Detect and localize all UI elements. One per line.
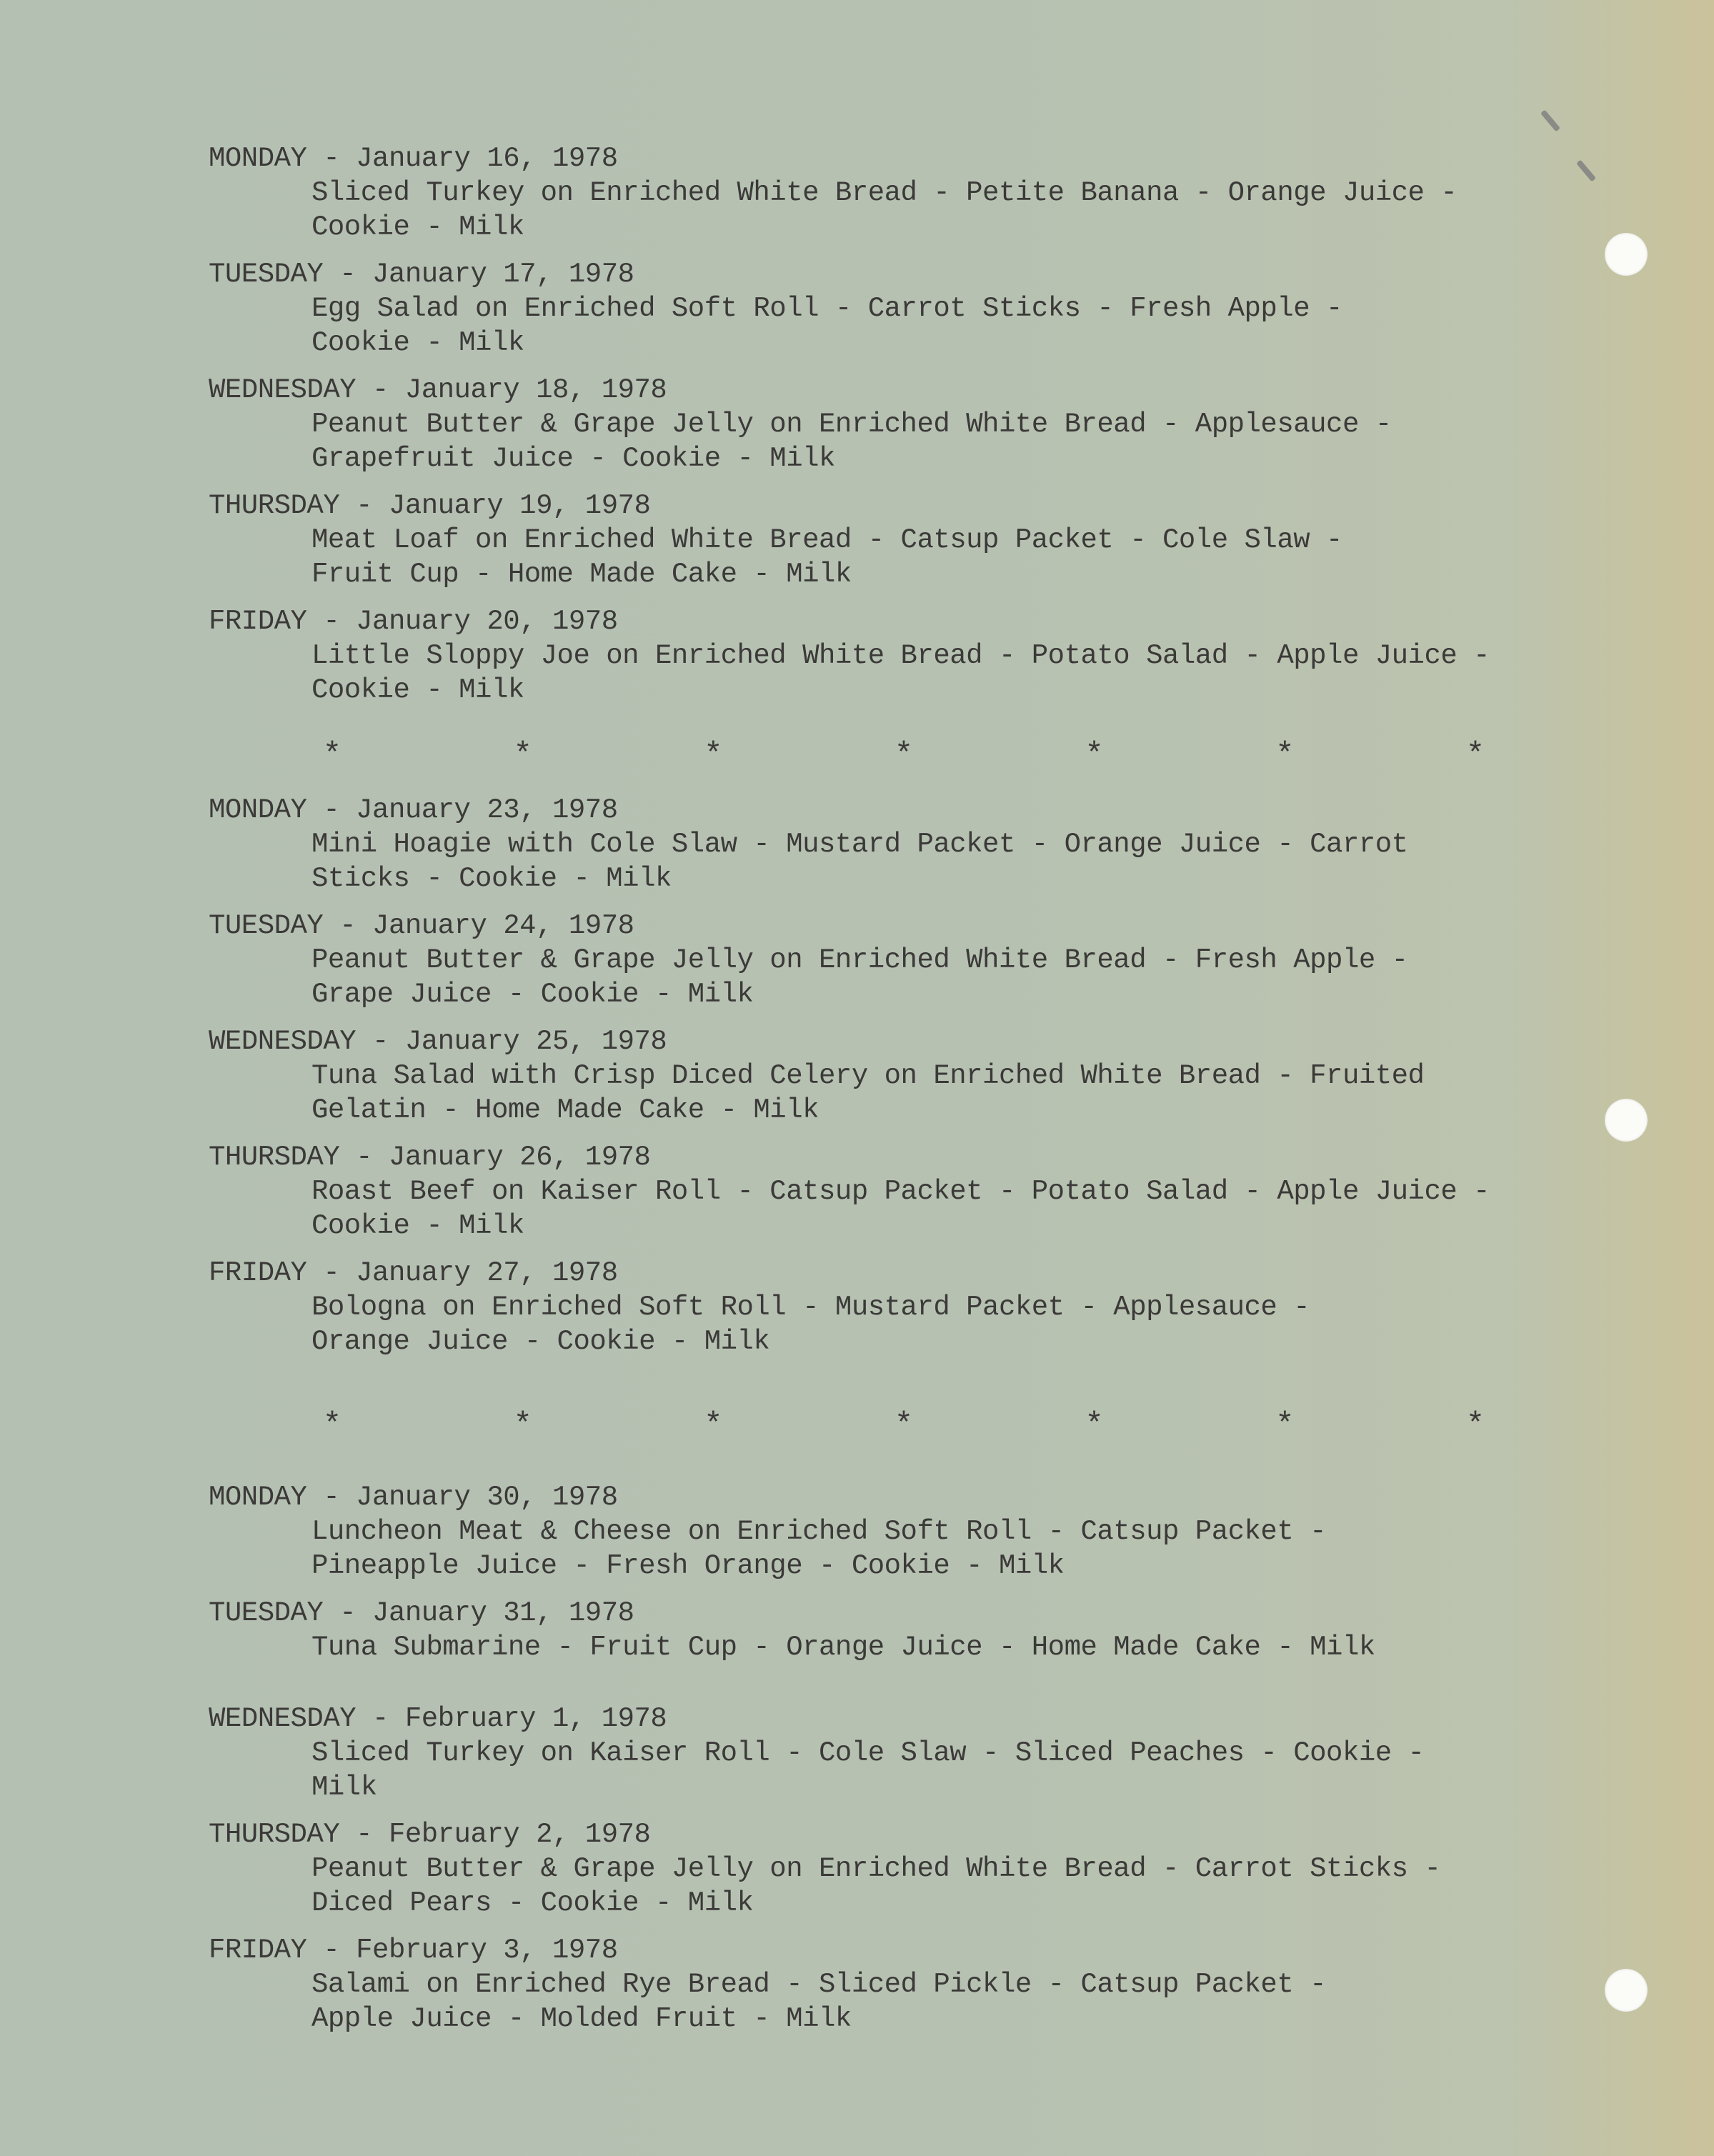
- day-entry: [209, 1480, 1566, 1583]
- day-heading: WEDNESDAY - January 25, 1978: [209, 1026, 667, 1057]
- divider-star: *: [1275, 1407, 1295, 1443]
- divider-star: *: [704, 1407, 723, 1443]
- menu-items: Roast Beef on Kaiser Roll - Catsup Packet - Potato Salad - Apple Juice - Cookie - Milk: [312, 1176, 1490, 1242]
- day-heading: MONDAY - January 23, 1978: [209, 794, 618, 826]
- menu-items: Luncheon Meat & Cheese on Enriched Soft Roll - Catsup Packet - Pineapple Juice - Fresh Orange - Cookie - Milk: [312, 1516, 1327, 1582]
- divider-star: *: [1085, 737, 1104, 773]
- menu-items: Egg Salad on Enriched Soft Roll - Carrot Sticks - Fresh Apple - Cookie - Milk: [312, 293, 1342, 359]
- day-entry: [209, 489, 1566, 592]
- day-heading: FRIDAY - February 3, 1978: [209, 1935, 618, 1966]
- menu-items: Bologna on Enriched Soft Roll - Mustard Packet - Applesauce - Orange Juice - Cookie - Milk: [312, 1292, 1310, 1357]
- day-heading: WEDNESDAY - February 1, 1978: [209, 1703, 667, 1735]
- star-divider: [322, 737, 1486, 773]
- staple-mark: [1576, 159, 1596, 181]
- day-heading: THURSDAY - January 26, 1978: [209, 1142, 651, 1173]
- divider-star: *: [1275, 737, 1295, 773]
- menu-items: Mini Hoagie with Cole Slaw - Mustard Packet - Orange Juice - Carrot Sticks - Cookie - Milk: [312, 829, 1408, 894]
- menu-items: Sliced Turkey on Kaiser Roll - Cole Slaw - Sliced Peaches - Cookie - Milk: [312, 1737, 1425, 1803]
- divider-star: *: [1085, 1407, 1104, 1443]
- day-heading: TUESDAY - January 31, 1978: [209, 1597, 634, 1629]
- day-entry: [209, 909, 1566, 1012]
- menu-items: Tuna Salad with Crisp Diced Celery on Enriched White Bread - Fruited Gelatin - Home Made Cake - Milk: [312, 1060, 1425, 1126]
- menu-items: Salami on Enriched Rye Bread - Sliced Pickle - Catsup Packet - Apple Juice - Molded Fruit - Milk: [312, 1969, 1327, 2035]
- day-entry: [209, 373, 1566, 476]
- day-entry: [209, 1596, 1566, 1665]
- punch-hole: [1605, 233, 1648, 276]
- divider-star: *: [322, 1407, 342, 1443]
- day-heading: WEDNESDAY - January 18, 1978: [209, 374, 667, 406]
- week-3-menu: [209, 1480, 1566, 2049]
- divider-star: *: [322, 737, 342, 773]
- divider-star: *: [894, 737, 914, 773]
- day-heading: THURSDAY - January 19, 1978: [209, 490, 651, 521]
- day-entry: [209, 1140, 1566, 1243]
- day-entry: [209, 1817, 1566, 1920]
- menu-items: Meat Loaf on Enriched White Bread - Catsup Packet - Cole Slaw - Fruit Cup - Home Made Cake - Milk: [312, 524, 1342, 590]
- menu-items: Tuna Submarine - Fruit Cup - Orange Juice - Home Made Cake - Milk: [312, 1632, 1375, 1663]
- day-heading: FRIDAY - January 20, 1978: [209, 606, 618, 637]
- day-entry: [209, 793, 1566, 896]
- week-2-menu: [209, 793, 1566, 1372]
- week-1-menu: [209, 141, 1566, 720]
- divider-star: *: [1465, 737, 1485, 773]
- divider-star: *: [513, 1407, 532, 1443]
- day-heading: MONDAY - January 30, 1978: [209, 1482, 618, 1513]
- staple-mark: [1540, 109, 1560, 131]
- day-entry: [209, 604, 1566, 707]
- punch-hole: [1605, 1969, 1648, 2012]
- divider-star: *: [704, 737, 723, 773]
- day-entry: [209, 1024, 1566, 1127]
- divider-star: *: [513, 737, 532, 773]
- day-entry: [209, 257, 1566, 360]
- punch-hole: [1605, 1099, 1648, 1142]
- day-entry: [209, 141, 1566, 244]
- menu-items: Peanut Butter & Grape Jelly on Enriched White Bread - Applesauce - Grapefruit Juice - Cookie - Milk: [312, 409, 1392, 474]
- divider-star: *: [1465, 1407, 1485, 1443]
- menu-items: Peanut Butter & Grape Jelly on Enriched White Bread - Carrot Sticks - Diced Pears - Cookie - Milk: [312, 1853, 1441, 1919]
- menu-items: Little Sloppy Joe on Enriched White Bread - Potato Salad - Apple Juice - Cookie - Milk: [312, 640, 1490, 706]
- day-heading: MONDAY - January 16, 1978: [209, 143, 618, 174]
- day-heading: FRIDAY - January 27, 1978: [209, 1257, 618, 1289]
- menu-items: Peanut Butter & Grape Jelly on Enriched White Bread - Fresh Apple - Grape Juice - Cookie - Milk: [312, 944, 1408, 1010]
- day-heading: THURSDAY - February 2, 1978: [209, 1819, 651, 1850]
- star-divider: [322, 1407, 1486, 1443]
- day-heading: TUESDAY - January 24, 1978: [209, 910, 634, 942]
- divider-star: *: [894, 1407, 914, 1443]
- day-entry: [209, 1256, 1566, 1359]
- day-entry: [209, 1933, 1566, 2036]
- day-heading: TUESDAY - January 17, 1978: [209, 259, 634, 290]
- menu-items: Sliced Turkey on Enriched White Bread - Petite Banana - Orange Juice - Cookie - Milk: [312, 177, 1458, 243]
- day-entry: [209, 1702, 1566, 1805]
